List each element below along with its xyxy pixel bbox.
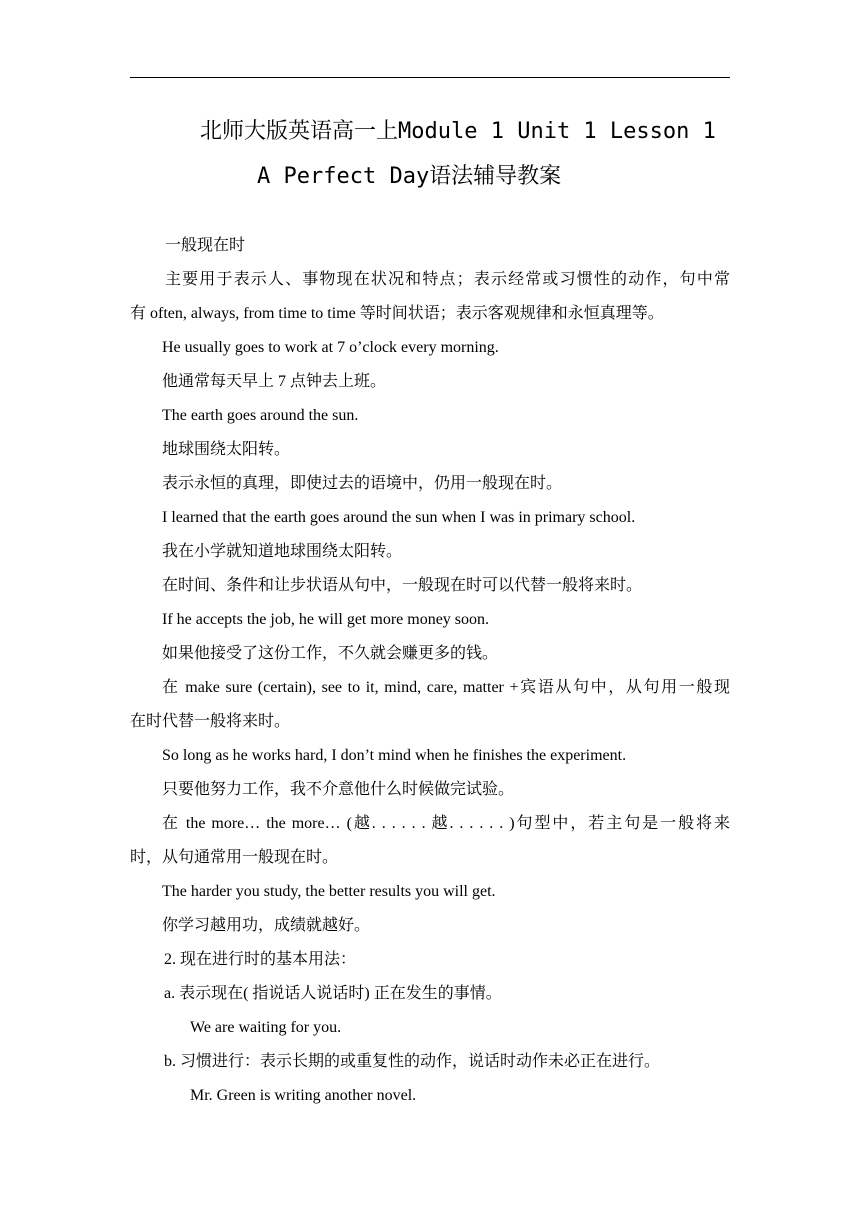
paragraph-line: 只要他努力工作，我不介意他什么时候做完试验。 (162, 781, 515, 798)
paragraph-line: If he accepts the job, he will get more money soon. (162, 611, 490, 628)
list-item: b. 习惯进行：表示长期的或重复性的动作，说话时动作未必正在进行。 (164, 1053, 661, 1070)
list-item: a. 表示现在( 指说话人说话时) 正在发生的事情。 (164, 985, 502, 1002)
paragraph-line: 地球围绕太阳转。 (162, 441, 291, 458)
paragraph-line: 我在小学就知道地球围绕太阳转。 (162, 543, 403, 560)
paragraph-line: 在 the more… the more… (越. . . . . . 越. . . . . . )句型中，若主句是一般将来 (162, 815, 730, 832)
paragraph-line: 时，从句通常用一般现在时。 (130, 849, 339, 866)
paragraph-line: 在 make sure (certain), see to it, mind, care, matter +宾语从句中，从句用一般现 (162, 679, 730, 696)
header-rule (130, 77, 730, 78)
section-heading: 2. 现在进行时的基本用法： (164, 951, 357, 968)
paragraph-line: The earth goes around the sun. (162, 407, 359, 424)
paragraph-line: 他通常每天早上 7 点钟去上班。 (162, 373, 387, 390)
paragraph-line: 有 often, always, from time to time 等时间状语；表示客观规律和永恒真理等。 (130, 305, 664, 322)
paragraph-line: I learned that the earth goes around the sun when I was in primary school. (162, 509, 636, 526)
title-line-2: A Perfect Day语法辅导教案 (257, 164, 562, 189)
paragraph-line: So long as he works hard, I don’t mind when he finishes the experiment. (162, 747, 627, 764)
title-line-1: 北师大版英语高一上Module 1 Unit 1 Lesson 1 (200, 119, 716, 144)
paragraph-line: 你学习越用功，成绩就越好。 (162, 917, 371, 934)
paragraph-line: 一般现在时 (165, 237, 246, 254)
paragraph-line: The harder you study, the better results you will get. (162, 883, 496, 900)
paragraph-line: 在时间、条件和让步状语从句中，一般现在时可以代替一般将来时。 (162, 577, 643, 594)
paragraph-line: 表示永恒的真理，即使过去的语境中，仍用一般现在时。 (162, 475, 563, 492)
example-sentence: We are waiting for you. (190, 1019, 342, 1036)
paragraph-line: He usually goes to work at 7 o’clock every morning. (162, 339, 499, 356)
example-sentence: Mr. Green is writing another novel. (190, 1087, 417, 1104)
paragraph-line: 如果他接受了这份工作，不久就会赚更多的钱。 (162, 645, 499, 662)
paragraph-line: 主要用于表示人、事物现在状况和特点；表示经常或习惯性的动作，句中常 (165, 271, 730, 288)
paragraph-line: 在时代替一般将来时。 (130, 713, 291, 730)
